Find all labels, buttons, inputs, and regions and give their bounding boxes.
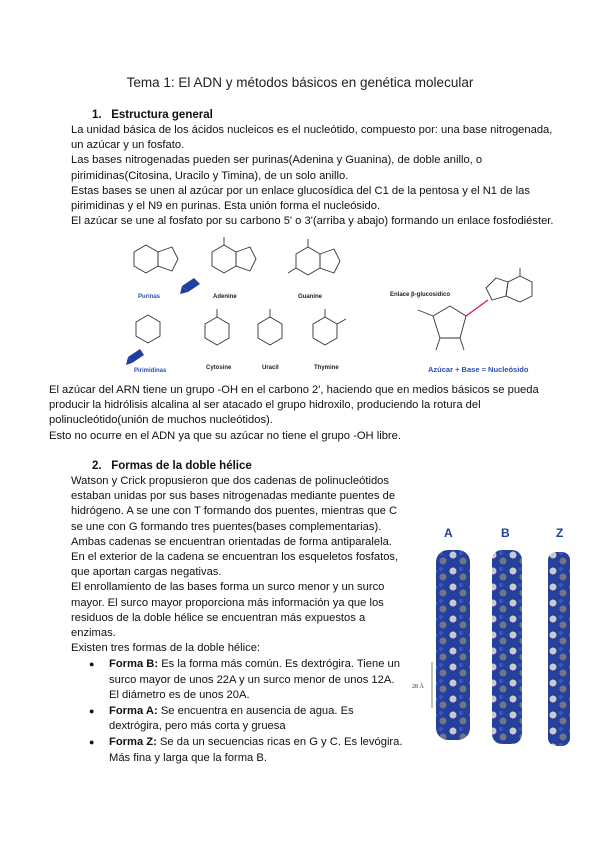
cytosine-label: Cytosine xyxy=(206,365,232,371)
uracil-label: Uracil xyxy=(262,365,279,371)
double-helix-figure xyxy=(408,518,578,746)
section-1-body xyxy=(71,123,567,229)
form-text: Se encuentra en ausencia de agua. Es dextrógira, pero más corta y gruesa xyxy=(109,705,354,733)
form-name: Forma B: xyxy=(109,658,159,671)
paragraph: Watson y Crick propusieron que dos cadenas de polinucleótidos estaban unidas por sus bases nitrogenadas mediante puentes de hidrógeno. A se une con T formando dos puentes, mientras que C se une con G formando tres puentes(bases complementarias). xyxy=(71,475,398,533)
section-2-heading xyxy=(92,460,252,472)
section-1-after xyxy=(49,383,559,444)
section-2-number: 2. xyxy=(92,460,102,472)
paragraph: Existen tres formas de la doble hélice: xyxy=(71,642,261,655)
list-item xyxy=(89,704,403,734)
thymine-label: Thymine xyxy=(314,365,339,371)
helix-b xyxy=(492,550,522,744)
page-title: Tema 1: El ADN y métodos básicos en genética molecular xyxy=(126,75,474,90)
form-text: Es la forma más común. Es dextrógira. Tiene un surco mayor de unos 22A y un surco menor de unos 12A. El diámetro es de unos 20A. xyxy=(109,658,400,701)
section-2-body xyxy=(71,474,403,767)
form-text: Se da un secuencias ricas en G y C. Es levógira. Más fina y larga que la forma B. xyxy=(109,736,403,764)
helix-label-z: Z xyxy=(556,526,564,540)
scale-label: 28 Å xyxy=(412,684,424,690)
adenine-label: Adenine xyxy=(213,294,237,300)
paragraph: La unidad básica de los ácidos nucleicos es el nucleótido, compuesto por: una base nitrogenada, un azúcar y un fosfato. xyxy=(71,124,553,152)
paragraph: Esto no ocurre en el ADN ya que su azúcar no tiene el grupo -OH libre. xyxy=(49,429,401,442)
paragraph: Estas bases se unen al azúcar por un enlace glucosídica del C1 de la pentosa y el N1 de las pirimidinas y el N9 en purinas. Esta unión forma el nucleósido. xyxy=(71,184,530,213)
list-item xyxy=(89,657,403,703)
list-item xyxy=(89,735,403,765)
form-name: Forma Z: xyxy=(109,736,157,749)
paragraph: Las bases nitrogenadas pueden ser purinas(Adenina y Guanina), de doble anillo, o pirimidinas(Citosina, Uracilo y Timina), de un solo anillo. xyxy=(71,154,483,182)
purinas-label: Purinas xyxy=(138,294,161,300)
paragraph: El azúcar se une al fosfato por su carbono 5' o 3'(arriba y abajo) formando un enlace fosfodiéster. xyxy=(71,215,554,228)
pirimidinas-label: Pirimidinas xyxy=(134,368,167,374)
helix-a xyxy=(436,550,470,740)
nucleoside-figure xyxy=(388,258,568,380)
section-2-title: Formas de la doble hélice xyxy=(111,460,252,472)
paragraph: El enrollamiento de las bases forma un surco menor y un surco mayor. El surco mayor proporciona más información ya que los residuos de la doble hélice se encuentran más expuestos a enzimas. xyxy=(71,581,385,640)
forms-list xyxy=(89,657,403,765)
section-1-title: Estructura general xyxy=(111,109,213,121)
section-1-number: 1. xyxy=(92,109,102,121)
enlace-label: Enlace β-glucosidico xyxy=(390,292,451,298)
paragraph: Ambas cadenas se encuentran orientadas de forma antiparalela. En el exterior de la cadena se encuentran los esqueletos fosfatos, que aportan cargas negativas. xyxy=(71,535,399,579)
form-name: Forma A: xyxy=(109,705,158,718)
nitrogenous-bases-figure xyxy=(110,232,365,382)
paragraph: El azúcar del ARN tiene un grupo -OH en el carbono 2', haciendo que en medios básicos se pueda producir la hidrólisis alcalina al ser atacado el grupo hidroxilo, produciendo la rotura del polinucleótido(unión de muchos nucleótidos). xyxy=(49,384,539,427)
guanine-label: Guanine xyxy=(298,294,323,300)
helix-z xyxy=(548,552,570,746)
nucleoside-caption: Azúcar + Base = Nucleósido xyxy=(428,365,529,374)
helix-label-a: A xyxy=(444,526,453,540)
section-1-heading xyxy=(92,109,213,121)
helix-label-b: B xyxy=(501,526,510,540)
